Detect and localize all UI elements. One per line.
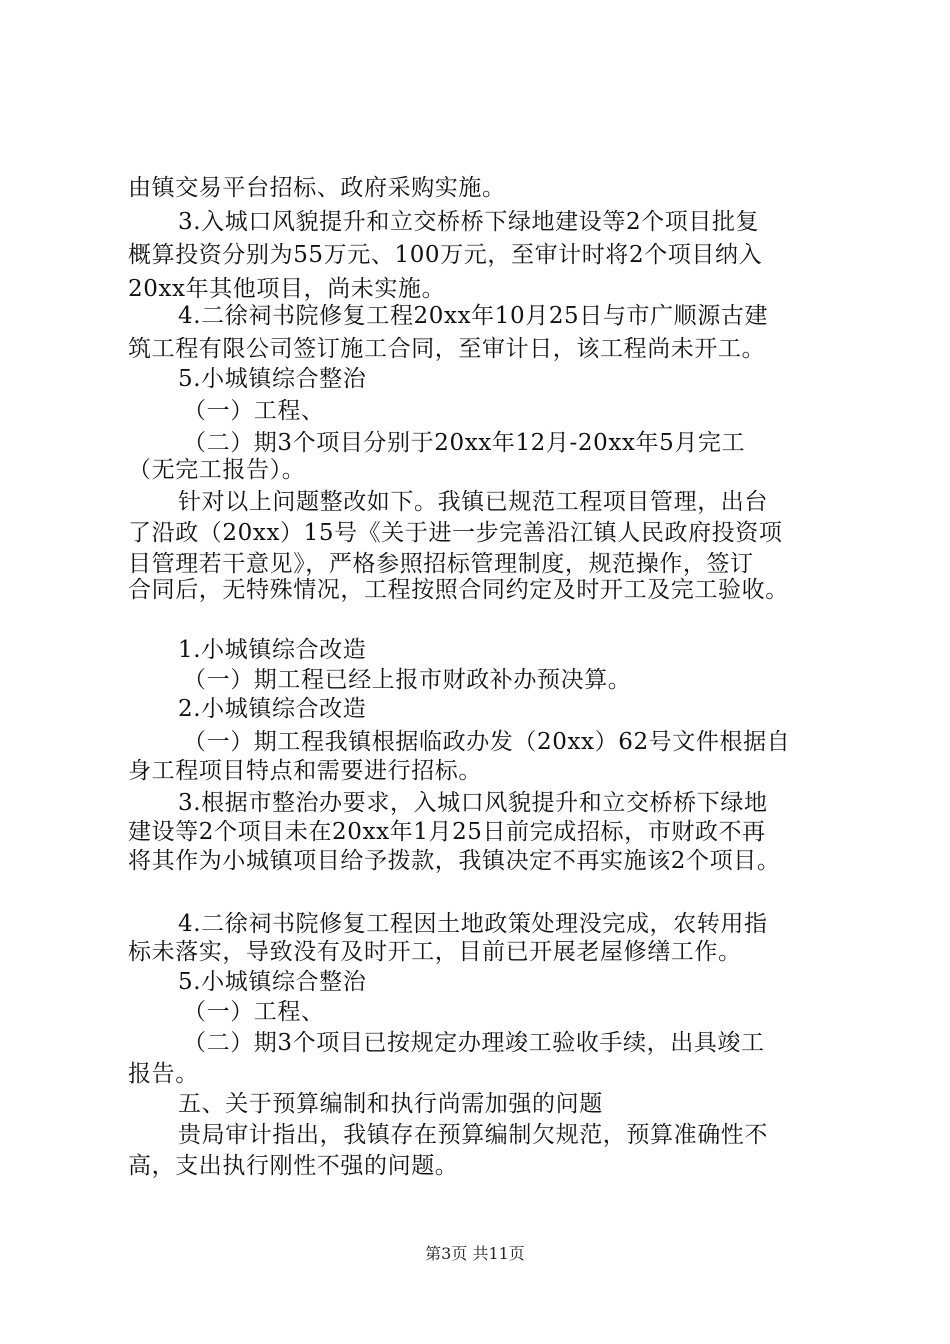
text-line: 由镇交易平台招标、政府采购实施。 [128,175,506,201]
text-line: 5.小城镇综合整治 [178,969,367,995]
text-line: 1.小城镇综合改造 [178,637,367,663]
text-line: 目管理若干意见》，严格参照招标管理制度，规范操作，签订 [128,551,754,577]
text-line: （一）工程、 [183,398,325,424]
text-line: （二）期3个项目已按规定办理竣工验收手续，出具竣工 [183,1030,765,1056]
text-line: 高，支出执行刚性不强的问题。 [128,1153,459,1179]
text-line: 合同后，无特殊情况，工程按照合同约定及时开工及完工验收。 [128,577,789,603]
text-line: （一）期工程已经上报市财政补办预决算。 [183,667,632,693]
text-line: 筑工程有限公司签订施工合同，至审计日，该工程尚未开工。 [128,336,766,362]
text-line: （一）期工程我镇根据临政办发（20xx）62号文件根据自 [183,729,791,755]
text-line: 了沿政（20xx）15号《关于进一步完善沿江镇人民政府投资项 [128,520,783,546]
text-line: 3.根据市整治办要求，入城口风貌提升和立交桥桥下绿地 [178,790,768,816]
text-line: 报告。 [128,1061,199,1087]
page-footer: 第3页 共11页 [425,1244,525,1263]
text-line: 身工程项目特点和需要进行招标。 [128,758,482,784]
text-line: 贵局审计指出，我镇存在预算编制欠规范，预算准确性不 [178,1122,768,1148]
text-line: 2.小城镇综合改造 [178,696,367,722]
text-line: 概算投资分别为55万元、100万元，至审计时将2个项目纳入 [128,242,763,268]
text-line: 4.二徐祠书院修复工程因土地政策处理没完成，农转用指 [178,911,768,937]
text-line: 4.二徐祠书院修复工程20xx年10月25日与市广顺源古建 [178,303,769,329]
text-line: 标未落实，导致没有及时开工，目前已开展老屋修缮工作。 [128,939,742,965]
text-line: 五、关于预算编制和执行尚需加强的问题 [178,1091,603,1117]
text-line: （二）期3个项目分别于20xx年12月-20xx年5月完工 [183,430,746,456]
text-line: 针对以上问题整改如下。我镇已规范工程项目管理，出台 [178,489,768,515]
text-line: 3.入城口风貌提升和立交桥桥下绿地建设等2个项目批复 [178,209,760,235]
text-line: 将其作为小城镇项目给予拨款，我镇决定不再实施该2个项目。 [128,848,781,874]
text-line: 20xx年其他项目，尚未实施。 [128,276,446,302]
text-line: （无完工报告）。 [128,457,306,483]
text-line: 建设等2个项目未在20xx年1月25日前完成招标，市财政不再 [128,819,766,845]
text-line: （一）工程、 [183,999,325,1025]
text-line: 5.小城镇综合整治 [178,366,367,392]
